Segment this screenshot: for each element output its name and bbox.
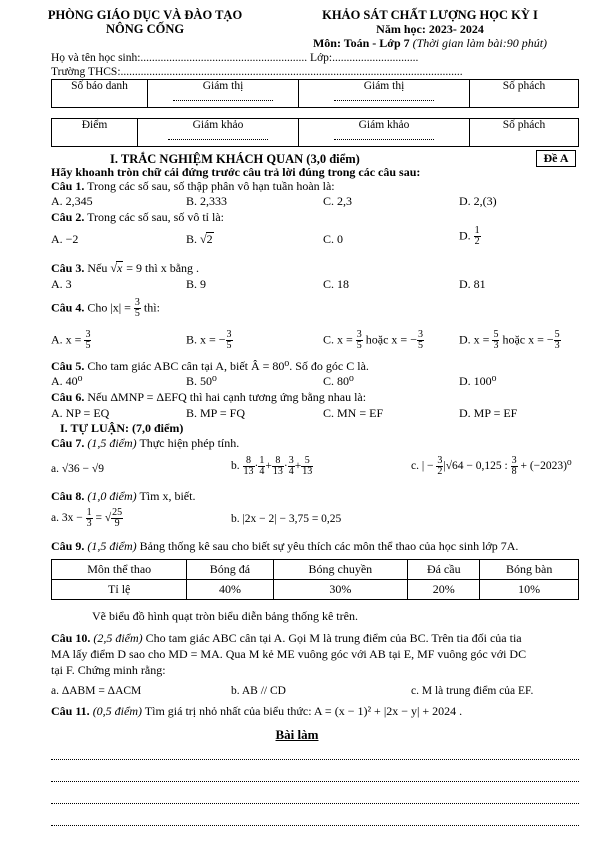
question-1-options [51,194,571,209]
sports-table [51,559,579,600]
exam-code: Đề A [536,150,576,167]
grader2-label: Giám khảo [358,119,410,131]
q8-part-a: a. 3x − $\frac{1}{3}$ = √ $\frac{25}{9}$ [51,507,123,529]
exam-title: KHẢO SÁT CHẤT LƯỢNG HỌC KỲ I [322,8,538,22]
q7-part-c: c. | − $\frac{3}{2}$ |√64 − 0,125 : $\frac{3}{8}$ + (−2023)⁰ [411,455,572,477]
question-6-options [51,406,571,421]
table-header: Bóng bàn [480,560,579,580]
question-11: Câu 11. (0,5 điểm) Tìm giá trị nhỏ nhất của biểu thức: A = (x − 1)² + |2x − y| + 2024 . [51,704,463,718]
school-line[interactable]: Trường THCS:....................................................................................................................... [51,66,463,78]
question-6: Câu 6. Nếu ΔMNP = ΔEFQ thì hai cạnh tương ứng bằng nhau là: [51,390,367,404]
serial-label-2: Số phách [502,119,546,131]
question-7: Câu 7. (1,5 điểm) Thực hiện phép tính. [51,436,240,450]
q1-option-c[interactable]: C. 2,3 [323,194,353,208]
q4-option-a[interactable]: A. x = $\frac{3}{5}$ [51,329,91,351]
student-name-line[interactable]: Họ và tên học sinh:.......................................................... Lớp:.............................. [51,52,419,64]
q5-option-c[interactable]: C. 80⁰ [323,374,354,388]
table-cell: 40% [187,580,273,600]
grader1-cell[interactable] [138,119,299,147]
serial-cell-2 [470,119,579,147]
question-10-parts [51,684,571,699]
table-cell: 10% [480,580,579,600]
candidate-number-label: Số báo danh [71,80,128,92]
q4-option-c[interactable]: C. x = $\frac{3}{5}$ hoặc x = − $\frac{3}{5}$ [323,329,423,351]
q2-option-a[interactable]: A. −2 [51,232,79,246]
q3-option-c[interactable]: C. 18 [323,277,350,291]
table-header: Bóng chuyền [273,560,408,580]
exam-header [280,8,580,50]
dept-line1: PHÒNG GIÁO DỤC VÀ ĐÀO TẠO [47,8,243,22]
candidate-number-cell [52,80,148,108]
work-title: Bài làm [275,727,319,742]
table-row [52,580,579,600]
table-cell: 30% [273,580,408,600]
question-10-line3: tại F. Chứng minh rằng: [51,663,166,677]
part1-instruction: Hãy khoanh tròn chữ cái đứng trước câu trả lời đúng trong các câu sau: [51,165,421,179]
q3-option-d[interactable]: D. 81 [459,277,486,291]
q1-option-d[interactable]: D. 2,(3) [459,194,497,208]
q5-option-a[interactable]: A. 40⁰ [51,374,83,388]
question-3: Câu 3. Nếu √x = 9 thì x bằng . [51,261,200,275]
q2-option-d[interactable]: D. $\frac{1}{2}$ [459,225,480,247]
q9-note: Vẽ biểu đồ hình quạt tròn biểu diễn bảng thống kê trên. [92,609,358,623]
answer-line[interactable] [51,780,579,782]
invigilator1-cell[interactable] [148,80,299,108]
invigilator2-label: Giám thị [363,80,405,92]
question-4: Câu 4. Cho |x| = $\frac{3}{5}$ thì: [51,297,160,319]
answer-line[interactable] [51,802,579,804]
exam-time: (Thời gian làm bài:90 phút) [412,36,548,50]
q7-part-a: a. √36 − √9 [51,463,104,475]
question-3-options [51,277,571,292]
question-9: Câu 9. (1,5 điểm) Bảng thống kê sau cho biết sự yêu thích các môn thể thao của học sinh lớp 7A. [51,539,519,553]
question-2-options [51,225,571,252]
q8-part-b: b. |2x − 2| − 3,75 = 0,25 [231,513,342,525]
q10-part-b: b. AB // CD [231,685,286,697]
q7-part-b: b. $\frac{8}{13}$ · $\frac{1}{4}$ + $\frac{8}{13}$ · $\frac{3}{4}$ + $\frac{5}{13}$ [231,455,313,477]
q6-option-d[interactable]: D. MP = EF [459,406,518,420]
q6-option-a[interactable]: A. NP = EQ [51,406,110,420]
question-10-line1: Câu 10. (2,5 điểm) Cho tam giác ABC cân tại A. Gọi M là trung điểm của BC. Trên tia đối của tia [51,631,522,645]
invigilator-box [51,79,579,108]
question-4-options [51,330,571,352]
q10-part-a: a. ΔABM = ΔACM [51,685,142,697]
table-cell: 20% [408,580,480,600]
q1-option-a[interactable]: A. 2,345 [51,194,93,208]
question-1: Câu 1. Trong các số sau, số thập phân vô hạn tuần hoàn là: [51,179,335,193]
q5-option-b[interactable]: B. 50⁰ [186,374,217,388]
table-header: Bóng đá [187,560,273,580]
question-8-parts [51,507,571,536]
question-7-parts [51,455,572,484]
question-2: Câu 2. Trong các số sau, số vô tỉ là: [51,210,225,224]
q4-option-b[interactable]: B. x = − $\frac{3}{5}$ [186,329,232,351]
question-10-line2: MA lấy điểm D sao cho MD = MA. Qua M kẻ ME vuông góc với AB tại E, MF vuông góc với DC [51,647,527,661]
answer-line[interactable] [51,824,579,826]
serial-cell-1 [470,80,579,108]
q1-option-b[interactable]: B. 2,333 [186,194,228,208]
question-5: Câu 5. Cho tam giác ABC cân tại A, biết Â = 80⁰. Số đo góc C là. [51,359,369,373]
table-header: Đá cầu [408,560,480,580]
score-cell[interactable] [52,119,138,147]
q3-option-a[interactable]: A. 3 [51,277,72,291]
q3-option-b[interactable]: B. 9 [186,277,207,291]
school-year: Năm học: 2023- 2024 [376,22,484,36]
grader2-cell[interactable] [299,119,470,147]
score-label: Điểm [81,119,108,131]
table-header: Môn thể thao [52,560,187,580]
table-cell: Tỉ lệ [52,580,187,600]
dept-name [40,8,250,36]
q6-option-c[interactable]: C. MN = EF [323,406,384,420]
grader-box [51,118,579,147]
part2-title: I. TỰ LUẬN: (7,0 điểm) [60,421,184,435]
part1-title: I. TRẮC NGHIỆM KHÁCH QUAN (3,0 điểm) [110,152,360,166]
q2-option-b[interactable]: B. √2 [186,232,213,246]
dept-line2: NÔNG CỐNG [105,22,185,36]
q10-part-c: c. M là trung điểm của EF. [411,685,534,697]
q5-option-d[interactable]: D. 100⁰ [459,374,497,388]
q2-option-c[interactable]: C. 0 [323,232,344,246]
answer-line[interactable] [51,758,579,760]
invigilator2-cell[interactable] [299,80,470,108]
subject: Môn: Toán - Lớp 7 [312,36,410,50]
question-8: Câu 8. (1,0 điểm) Tìm x, biết. [51,489,196,503]
grader1-label: Giám khảo [192,119,244,131]
question-5-options [51,374,571,389]
serial-label-1: Số phách [502,80,546,92]
q4-option-d[interactable]: D. x = $\frac{5}{3}$ hoặc x = − $\frac{5}{3}$ [459,329,560,351]
invigilator1-label: Giám thị [202,80,244,92]
table-header-row [52,560,579,580]
q6-option-b[interactable]: B. MP = FQ [186,406,246,420]
